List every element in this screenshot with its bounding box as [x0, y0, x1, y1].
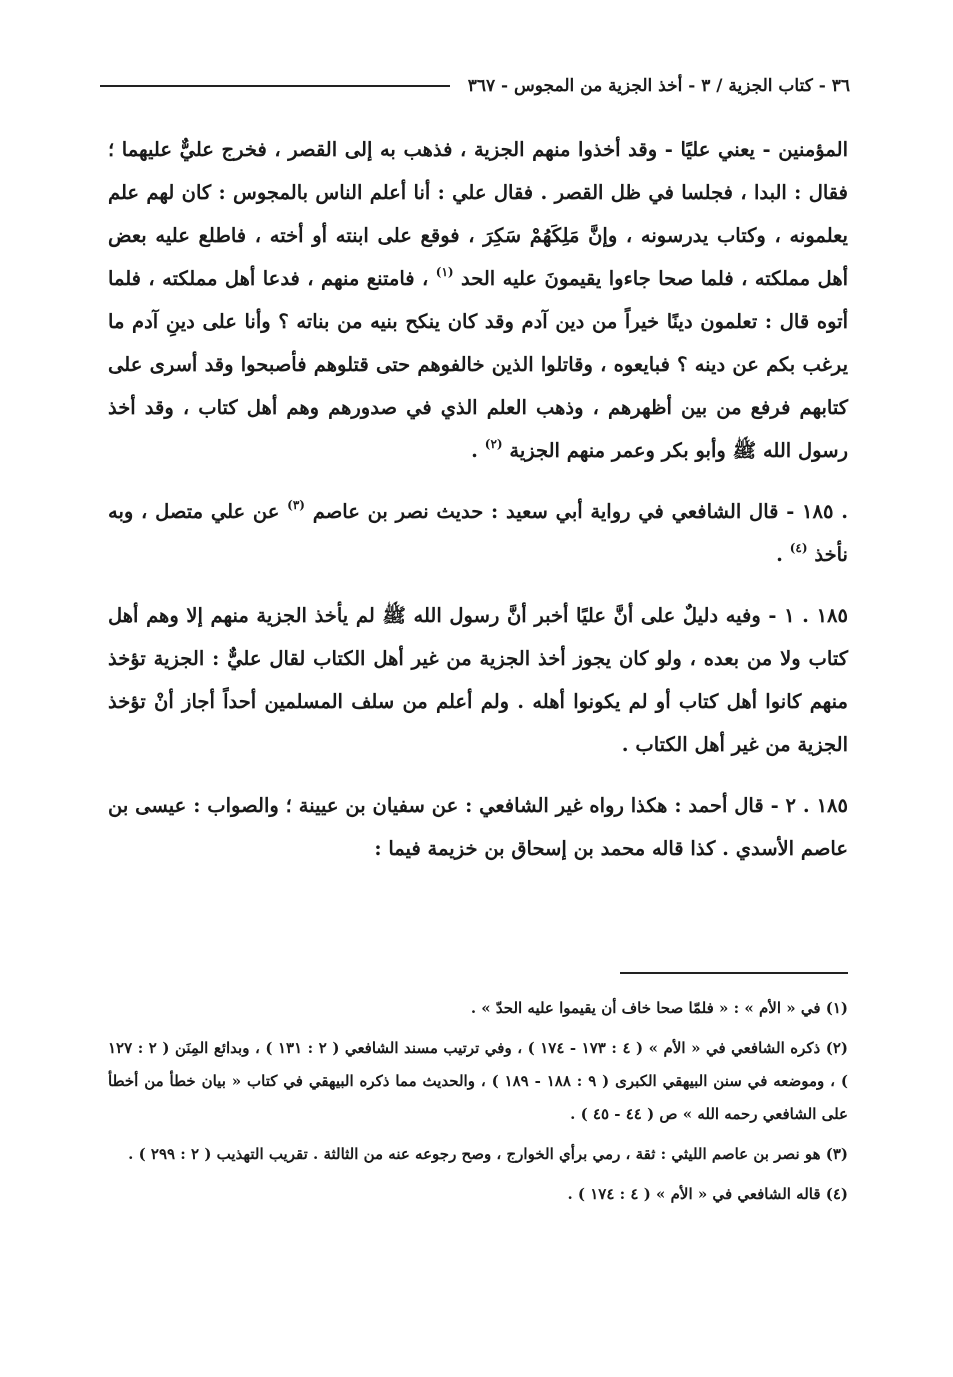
paragraph-end: . — [471, 439, 478, 462]
paragraph-text: المؤمنين - يعني عليًا - وقد أخذوا منهم الجزية ، فذهب به إلى القصر ، فخرج عليٌّ عليهما ؛ فقال : البدا ، فجلسا في ظل القصر . فقال علي : أنا أعلم الناس بالمجوس : كان لهم علم يعلمونه ، وكتاب يدرسونه ، وإنَّ مَلِكَهُمْ سَكِرَ ، فوقع على ابنته أو أخته ، فاطلع عليه بعض أهل مملكته ، فلما صحا جاءوا يقيمونَ عليه الحد — [108, 138, 849, 290]
footnote-marker-1[interactable]: (١) — [435, 265, 454, 279]
header-rule — [100, 85, 450, 87]
main-text — [108, 128, 848, 870]
header-title: ٣٦ - كتاب الجزية / ٣ - أخذ الجزية من المجوس - ٣٦٧ — [467, 76, 850, 96]
footnote-marker-3[interactable]: (٣) — [287, 498, 305, 512]
paragraph-text: ، فامتنع منهم ، فدعا أهل مملكته ، فلما أتوه قال : تعلمون دينًا خيراً من دين آدم وقد كان ينكح بنيه من بناته ؟ وأنا على دينِ آدم ما يرغب بكم عن دينه ؟ فبايعوه ، وقاتلوا الذين خالفوهم حتى قتلوهم فأصبحوا وقد أسرى على كتابهم فرفع من بين أظهرهم ، وذهب العلم الذي في صدورهم وهم أهل كتاب ، وقد أخذ رسول الله ﷺ وأبو بكر وعمر منهم الجزية — [108, 267, 848, 462]
paragraph-185 — [108, 490, 848, 576]
footnote-marker-4[interactable]: (٤) — [789, 541, 808, 555]
footnote-1: (١) في « الأم » : « فلمّا صحا خاف أن يقيموا عليه الحدّ » . — [470, 999, 848, 1017]
paragraph-185-2 — [108, 784, 848, 870]
paragraph-text: ١٨٥ . ٢ - قال أحمد : هكذا رواه غير الشافعي : عن سفيان بن عيينة ؛ والصواب : عيسى بن عاصم الأسدي . كذا قاله محمد بن إسحاق بن خزيمة فيما : — [108, 794, 848, 860]
paragraph-text: عن علي متصل ، وبه نأخذ — [108, 500, 848, 566]
footnote-2: (٢) ذكره الشافعي في « الأم » ( ٤ : ١٧٣ - ١٧٤ ) ، وفي ترتيب مسند الشافعي ( ٢ : ١٣١ ) ، وبدائع المِنَن ( ٢ : ١٢٧ ) ، وموضعه في سنن البيهقي الكبرى ( ٩ : ١٨٨ - ١٨٩ ) ، والحديث مما ذكره البيهقي في كتاب « بيان خطأ من أخطأ على الشافعي رحمه الله » ص ( ٤٤ - ٤٥ ) . — [108, 1039, 849, 1123]
footnote-4: (٤) قاله الشافعي في « الأم » ( ٤ : ١٧٤ ) . — [567, 1185, 848, 1203]
footnote-marker-2[interactable]: (٢) — [484, 437, 503, 451]
paragraph-text: ١٨٥ . ١ - وفيه دليلٌ على أنَّ عليًا أخبر أنَّ رسول الله ﷺ لم يأخذ الجزية منهم إلا وهم أهل كتاب ولا من بعده ، ولو كان يجوز أخذ الجزية من غير أهل الكتاب لقال عليٌّ : الجزية تؤخذ منهم كانوا أهل كتاب أو لم يكونوا أهله . ولم أعلم من سلف المسلمين أحداً أجاز أنْ تؤخذ الجزية من غير أهل الكتاب . — [108, 604, 848, 756]
paragraph-continuation — [108, 128, 848, 472]
footnotes — [108, 992, 848, 1218]
running-header — [100, 64, 850, 108]
footnote-3: (٣) هو نصر بن عاصم الليثي : ثقة ، رمي برأي الخوارج ، وصح رجوعه عنه من الثالثة . تقريب التهذيب ( ٢ : ٢٩٩ ) . — [128, 1145, 848, 1163]
paragraph-text: . ١٨٥ - قال الشافعي في رواية أبي سعيد : حديث نصر بن عاصم — [312, 500, 848, 523]
footnote-separator — [620, 972, 848, 974]
paragraph-185-1 — [108, 594, 848, 766]
paragraph-end: . — [776, 543, 783, 566]
